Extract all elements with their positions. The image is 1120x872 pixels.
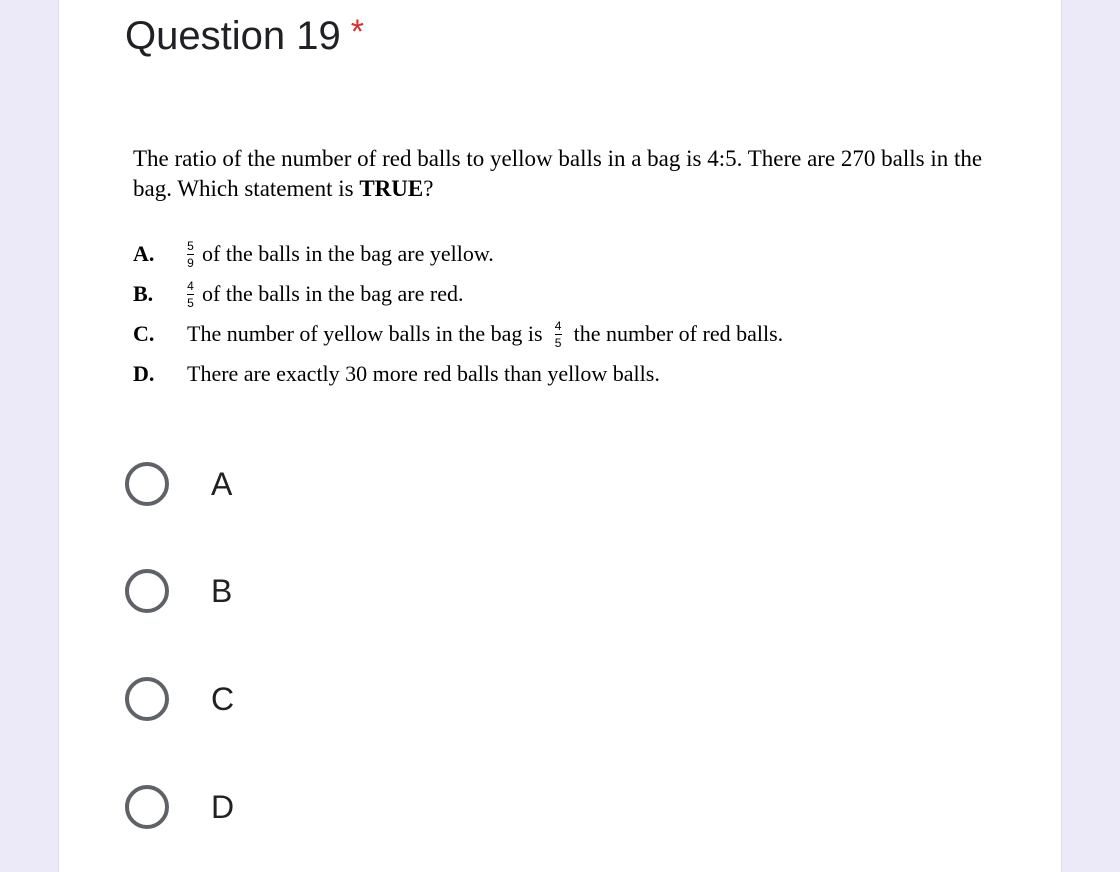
question-title bbox=[125, 9, 364, 59]
choice-c[interactable] bbox=[125, 671, 425, 727]
fraction-numerator: 4 bbox=[554, 318, 562, 333]
choice-a[interactable] bbox=[125, 456, 425, 512]
choice-label[interactable]: B bbox=[211, 572, 233, 609]
required-asterisk: * bbox=[350, 13, 364, 51]
fraction-bar bbox=[555, 334, 562, 335]
choice-d[interactable] bbox=[125, 779, 425, 835]
radio-button[interactable] bbox=[125, 569, 169, 613]
fraction-denominator: 9 bbox=[187, 255, 194, 270]
statement-letter: D. bbox=[133, 361, 155, 386]
statement-a bbox=[133, 236, 494, 272]
statement-text-before: The number of yellow balls in the bag is bbox=[187, 321, 543, 346]
fraction bbox=[555, 320, 562, 349]
statement-letter: A. bbox=[133, 241, 155, 266]
radio-button[interactable] bbox=[125, 785, 169, 829]
statement-letter: C. bbox=[133, 321, 155, 346]
stem-emphasis: TRUE bbox=[359, 176, 424, 201]
choice-b[interactable] bbox=[125, 563, 425, 619]
fraction-bar bbox=[187, 254, 194, 255]
fraction-numerator: 5 bbox=[187, 238, 194, 253]
statement-c bbox=[133, 316, 783, 352]
statement-text: the number of red balls. bbox=[573, 321, 784, 346]
statement-text: of the balls in the bag are red. bbox=[202, 281, 464, 306]
radio-button[interactable] bbox=[125, 677, 169, 721]
stem-end: ? bbox=[423, 176, 434, 201]
fraction bbox=[187, 280, 194, 309]
choice-label[interactable]: D bbox=[211, 788, 235, 825]
fraction-numerator: 4 bbox=[187, 278, 194, 293]
fraction-bar bbox=[187, 294, 194, 295]
choice-label[interactable]: A bbox=[211, 465, 233, 502]
fraction bbox=[187, 240, 194, 269]
radio-button[interactable] bbox=[125, 462, 169, 506]
stem-text: The ratio of the number of red balls to yellow balls in a bag is 4:5. There are 270 balls in the bag. Which statement is bbox=[133, 146, 983, 201]
statement-text: of the balls in the bag are yellow. bbox=[202, 241, 494, 266]
statement-b bbox=[133, 276, 463, 312]
fraction-denominator: 5 bbox=[187, 295, 194, 310]
question-stem bbox=[133, 144, 1003, 204]
statement-text: There are exactly 30 more red balls than yellow balls. bbox=[187, 361, 660, 386]
choice-label[interactable]: C bbox=[211, 680, 235, 717]
statement-d bbox=[133, 356, 660, 392]
fraction-denominator: 5 bbox=[554, 335, 562, 350]
question-card bbox=[58, 0, 1062, 872]
question-title-text: Question 19 bbox=[125, 14, 341, 58]
statement-letter: B. bbox=[133, 281, 154, 306]
